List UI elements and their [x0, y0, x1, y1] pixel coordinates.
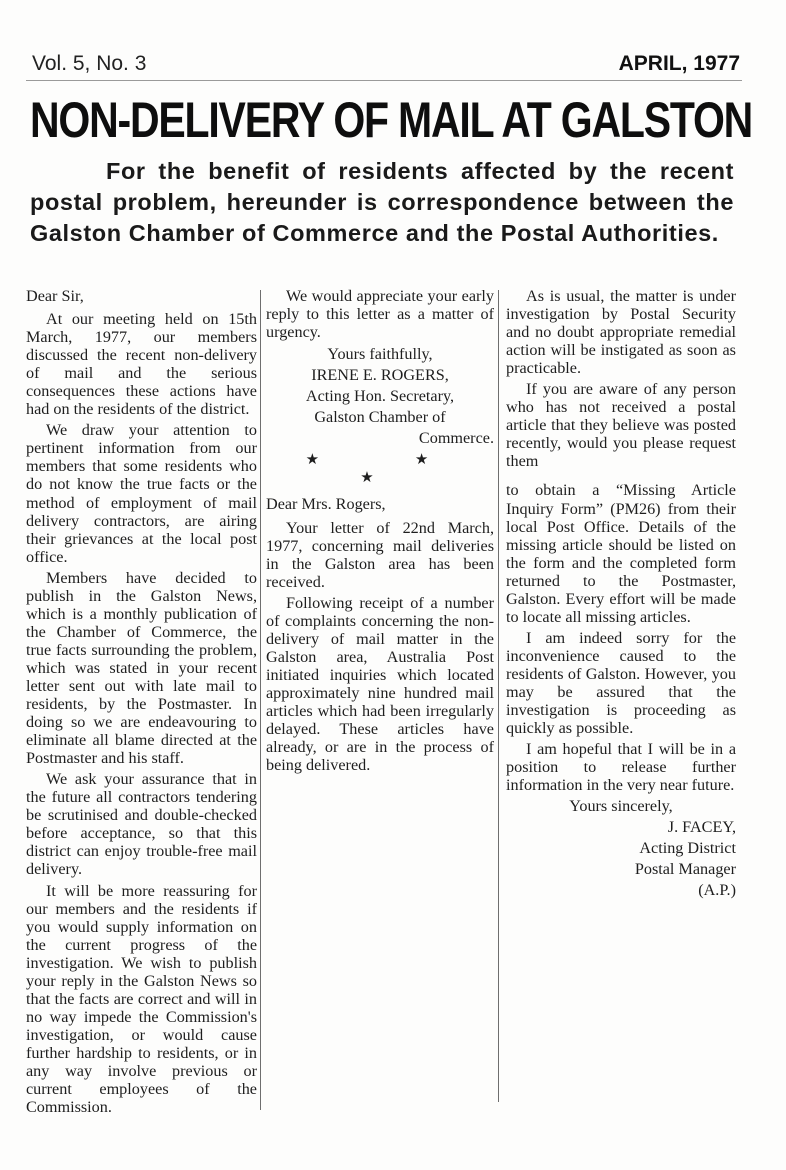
masthead-rule	[26, 80, 742, 81]
letter1-paragraph: We draw your attention to pertinent information from our members that some residents who do not know the true facts or the method of employment of mail delivery contractors, are airing their grievances at the local post office.	[26, 421, 257, 566]
column-3	[506, 287, 736, 903]
letter1-title-line: Acting Hon. Secretary,	[305, 387, 455, 406]
letter2-title-line: Postal Manager	[634, 860, 736, 879]
letter1-paragraph: At our meeting held on 15th March, 1977, our members discussed the recent non-delivery of mail and the serious consequences these actions have had on the residents of the district.	[26, 310, 257, 419]
separator-stars: ★ ★ ★	[305, 452, 475, 487]
intro-paragraph: For the benefit of residents affected by the recent postal problem, hereunder is correspondence between the Galston Chamber of Commerce and the Postal Authorities.	[30, 158, 734, 246]
letter1-title-line: Galston Chamber of	[314, 408, 446, 427]
column-divider-1	[260, 290, 261, 1110]
letter2-paragraph: I am indeed sorry for the inconvenience caused to the residents of Galston. However, you may be assured that the investigation is proceeding as quickly as possible.	[506, 628, 736, 738]
letter2-paragraph: I am hopeful that I will be in a position to release further information in the very near future.	[506, 740, 736, 795]
volume-number: Vol. 5, No. 3	[32, 52, 147, 75]
issue-date: APRIL, 1977	[618, 52, 740, 75]
letter1-paragraph: Members have decided to publish in the Galston News, which is a monthly publication of the Chamber of Commerce, the true facts surrounding the problem, which was stated in your recent letter sent out with late mail to residents, by the Postmaster. In doing so we are endeavouring to eliminate all blame directed at the Postmaster and his staff.	[26, 568, 257, 768]
column-2	[266, 287, 494, 777]
letter2-paragraph: Following receipt of a number of complaints concerning the non-delivery of mail matter in the Galston area, Australia Post initiated inquiries which located approximately nine hundred mail articles which had been irregularly delayed. These articles have already, or are in the process of being delivered.	[266, 593, 494, 775]
letter2-paragraph: to obtain a “Missing Article Inquiry Form” (PM26) from their local Post Office. Details of the missing article should be listed on the form and the completed form returned to the Postmaster, Galston. Every effort will be made to locate all missing articles.	[506, 481, 736, 626]
letter2-paragraph: Your letter of 22nd March, 1977, concerning mail deliveries in the Galston area has been received.	[266, 518, 494, 591]
letter1-paragraph: It will be more reassuring for our members and the residents if you would supply information on the current progress of the investigation. We wish to publish your reply in the Galston News so that the facts are correct and will in no way impede the Commission's investigation, or would cause further hardship to residents, or in any way involve previous or current employees of the Commission.	[26, 881, 257, 1117]
letter1-salutation: Dear Sir,	[26, 287, 84, 305]
column-1	[26, 287, 257, 1119]
letter2-salutation: Dear Mrs. Rogers,	[266, 495, 386, 514]
letter1-signatory: IRENE E. ROGERS,	[311, 366, 449, 385]
letter2-title-line: (A.P.)	[698, 881, 736, 900]
letter1-paragraph: We ask your assurance that in the future all contractors tendering be scrutinised and double-checked before acceptance, so that this district can enjoy trouble-free mail delivery.	[26, 770, 257, 879]
letter1-closing: Yours faithfully,	[327, 345, 433, 364]
letter1-title-line: Commerce.	[418, 429, 494, 448]
column-divider-2	[498, 290, 499, 1102]
masthead	[32, 52, 740, 82]
headline: NON-DELIVERY OF MAIL AT GALSTON	[30, 92, 753, 149]
letter1-paragraph: We would appreciate your early reply to this letter as a matter of urgency.	[266, 287, 494, 342]
letter2-paragraph: If you are aware of any person who has not received a postal article that they believe was posted recently, would you please request them	[506, 380, 736, 471]
letter2-signatory: J. FACEY,	[667, 818, 736, 837]
letter2-closing: Yours sincerely,	[569, 797, 673, 816]
letter2-title-line: Acting District	[639, 839, 736, 858]
letter2-paragraph: As is usual, the matter is under investigation by Postal Security and no doubt appropriate remedial action will be instigated as soon as practicable.	[506, 287, 736, 378]
